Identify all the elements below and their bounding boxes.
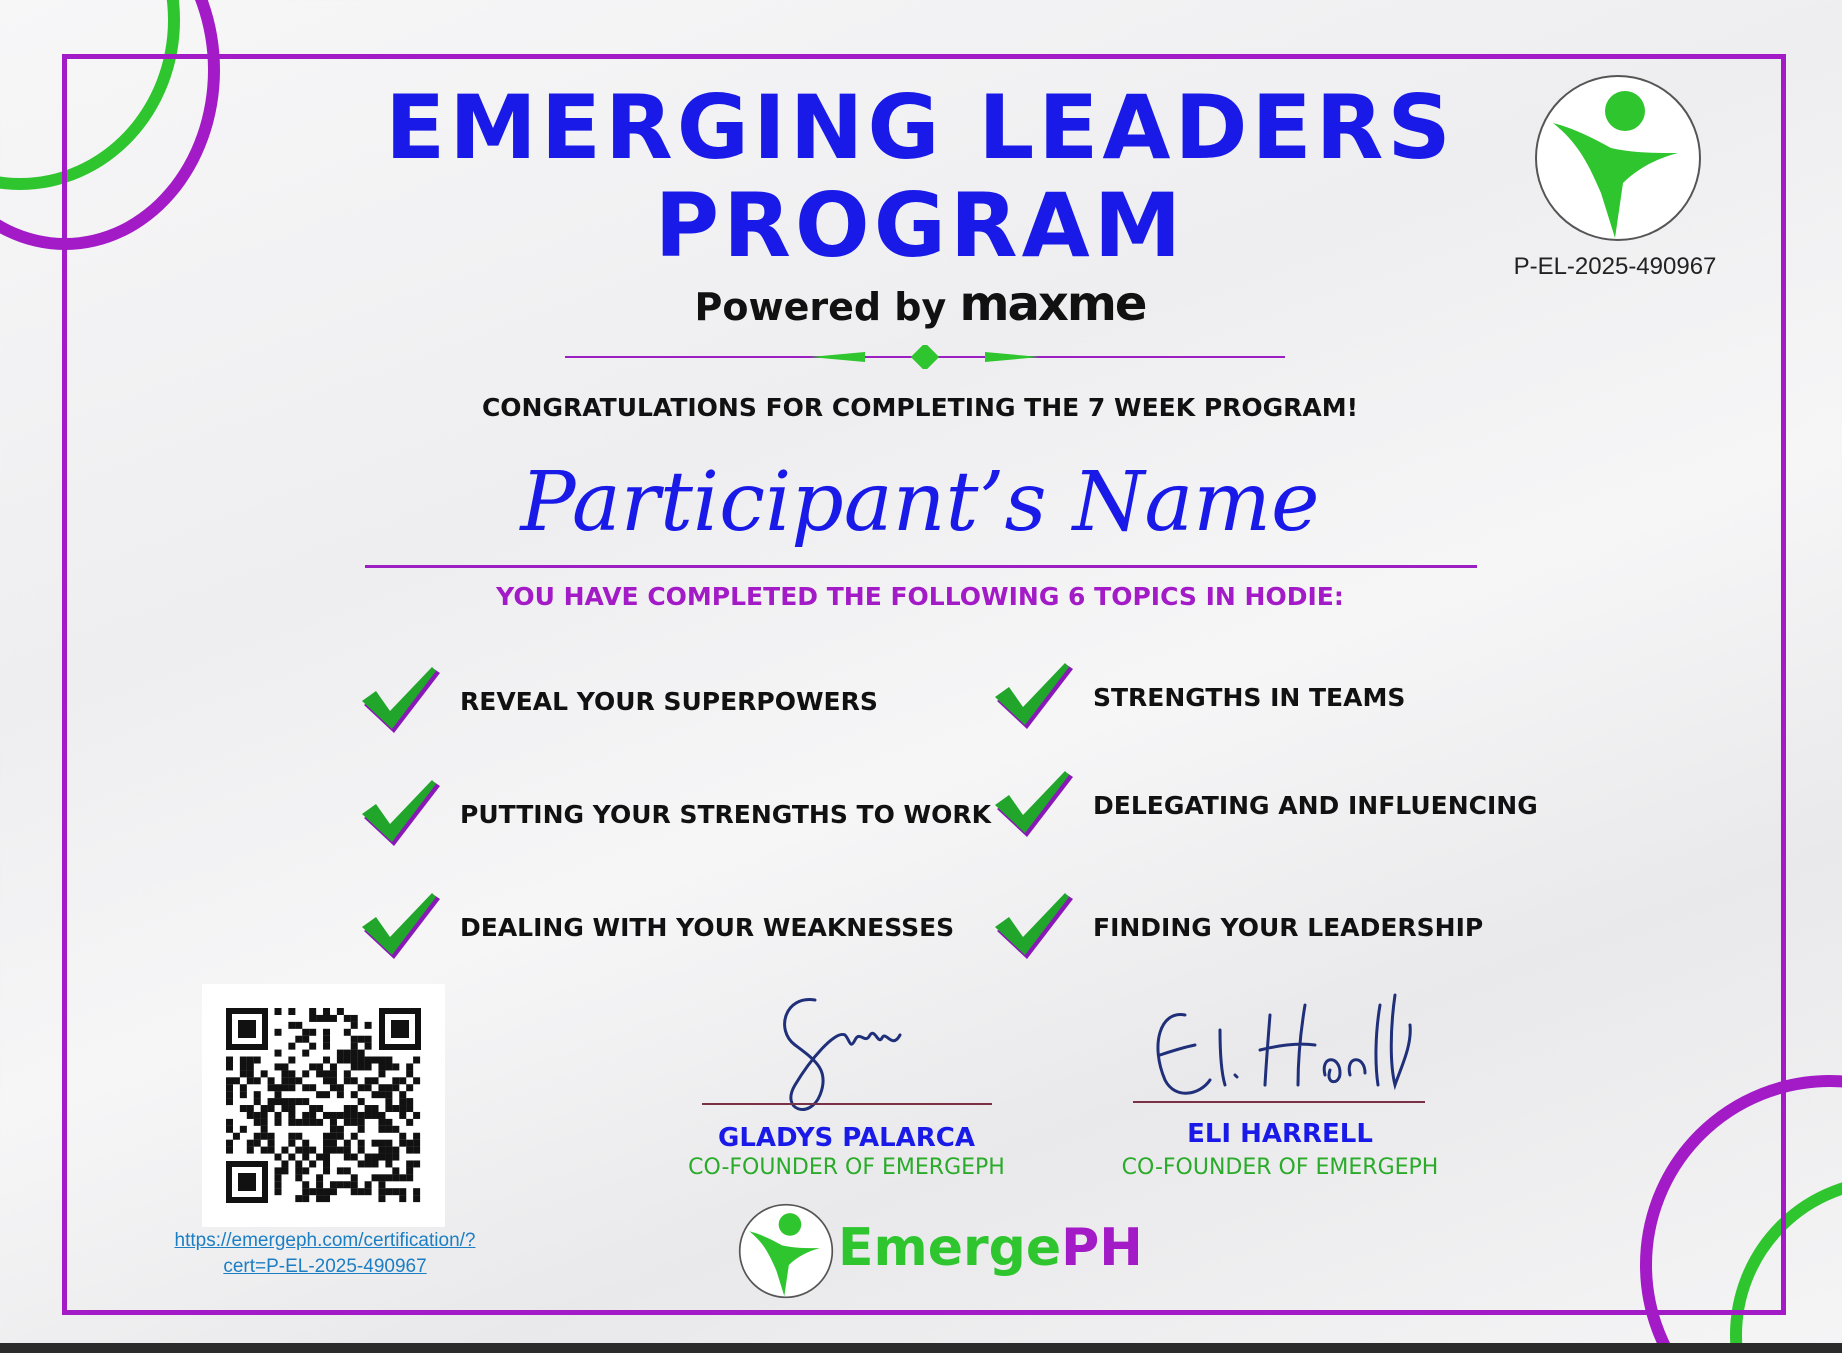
signature-line <box>1133 1101 1425 1103</box>
ornament-divider <box>565 345 1285 369</box>
topic-label: FINDING YOUR LEADERSHIP <box>1093 912 1484 942</box>
topic-label: DEALING WITH YOUR WEAKNESSES <box>460 912 955 942</box>
congratulations-text: CONGRATULATIONS FOR COMPLETING THE 7 WEEK PROGRAM! <box>481 393 1359 422</box>
topic-item <box>993 661 1405 733</box>
title-line-2: PROGRAM <box>654 174 1186 277</box>
topic-label: DELEGATING AND INFLUENCING <box>1093 790 1538 820</box>
checkmark-icon <box>360 665 442 737</box>
certificate-id: P-EL-2025-490967 <box>1513 253 1717 280</box>
powered-by-label: Powered by <box>694 285 947 329</box>
topic-label: PUTTING YOUR STRENGTHS TO WORK <box>460 799 992 829</box>
certificate-link-line-1[interactable]: https://emergeph.com/certification/? <box>174 1230 476 1251</box>
name-underline <box>365 565 1477 568</box>
topic-item <box>360 778 991 850</box>
emergeph-logo-icon <box>738 1203 834 1299</box>
powered-by <box>600 276 1240 332</box>
signature-line <box>702 1103 992 1105</box>
signature-gladys <box>760 990 940 1130</box>
qr-code-graphic <box>202 984 445 1227</box>
title-line-1: EMERGING LEADERS <box>385 76 1455 179</box>
signatory-role: CO-FOUNDER OF EMERGEPH <box>688 1155 1005 1180</box>
footer-brand-ph: PH <box>1061 1218 1143 1278</box>
checkmark-icon <box>993 661 1075 733</box>
participant-name: Participant’s Name <box>520 455 1320 550</box>
emergeph-logo-icon <box>1533 73 1703 243</box>
bottom-bar <box>0 1343 1842 1353</box>
topic-item <box>360 665 878 737</box>
certificate-link-line-2[interactable]: cert=P-EL-2025-490967 <box>223 1256 427 1277</box>
topic-item <box>993 891 1483 963</box>
topic-label: STRENGTHS IN TEAMS <box>1093 682 1406 712</box>
signature-eli <box>1140 985 1420 1115</box>
signatory-name: ELI HARRELL <box>1187 1119 1373 1149</box>
topic-item <box>993 769 1538 841</box>
certificate-link[interactable] <box>130 1228 520 1280</box>
topic-label: REVEAL YOUR SUPERPOWERS <box>460 686 878 716</box>
checkmark-icon <box>360 778 442 850</box>
qr-code[interactable] <box>202 984 445 1227</box>
footer-brand-emerge: Emerge <box>838 1218 1062 1278</box>
checkmark-icon <box>360 891 442 963</box>
footer-brand <box>838 1218 1143 1278</box>
topic-item <box>360 891 954 963</box>
checkmark-icon <box>993 769 1075 841</box>
signatory-role: CO-FOUNDER OF EMERGEPH <box>1121 1155 1439 1180</box>
signatory-name: GLADYS PALARCA <box>717 1123 976 1153</box>
checkmark-icon <box>993 891 1075 963</box>
completed-topics-heading: YOU HAVE COMPLETED THE FOLLOWING 6 TOPICS IN HODIE: <box>496 582 1344 611</box>
maxme-brand: maxme <box>959 276 1146 332</box>
